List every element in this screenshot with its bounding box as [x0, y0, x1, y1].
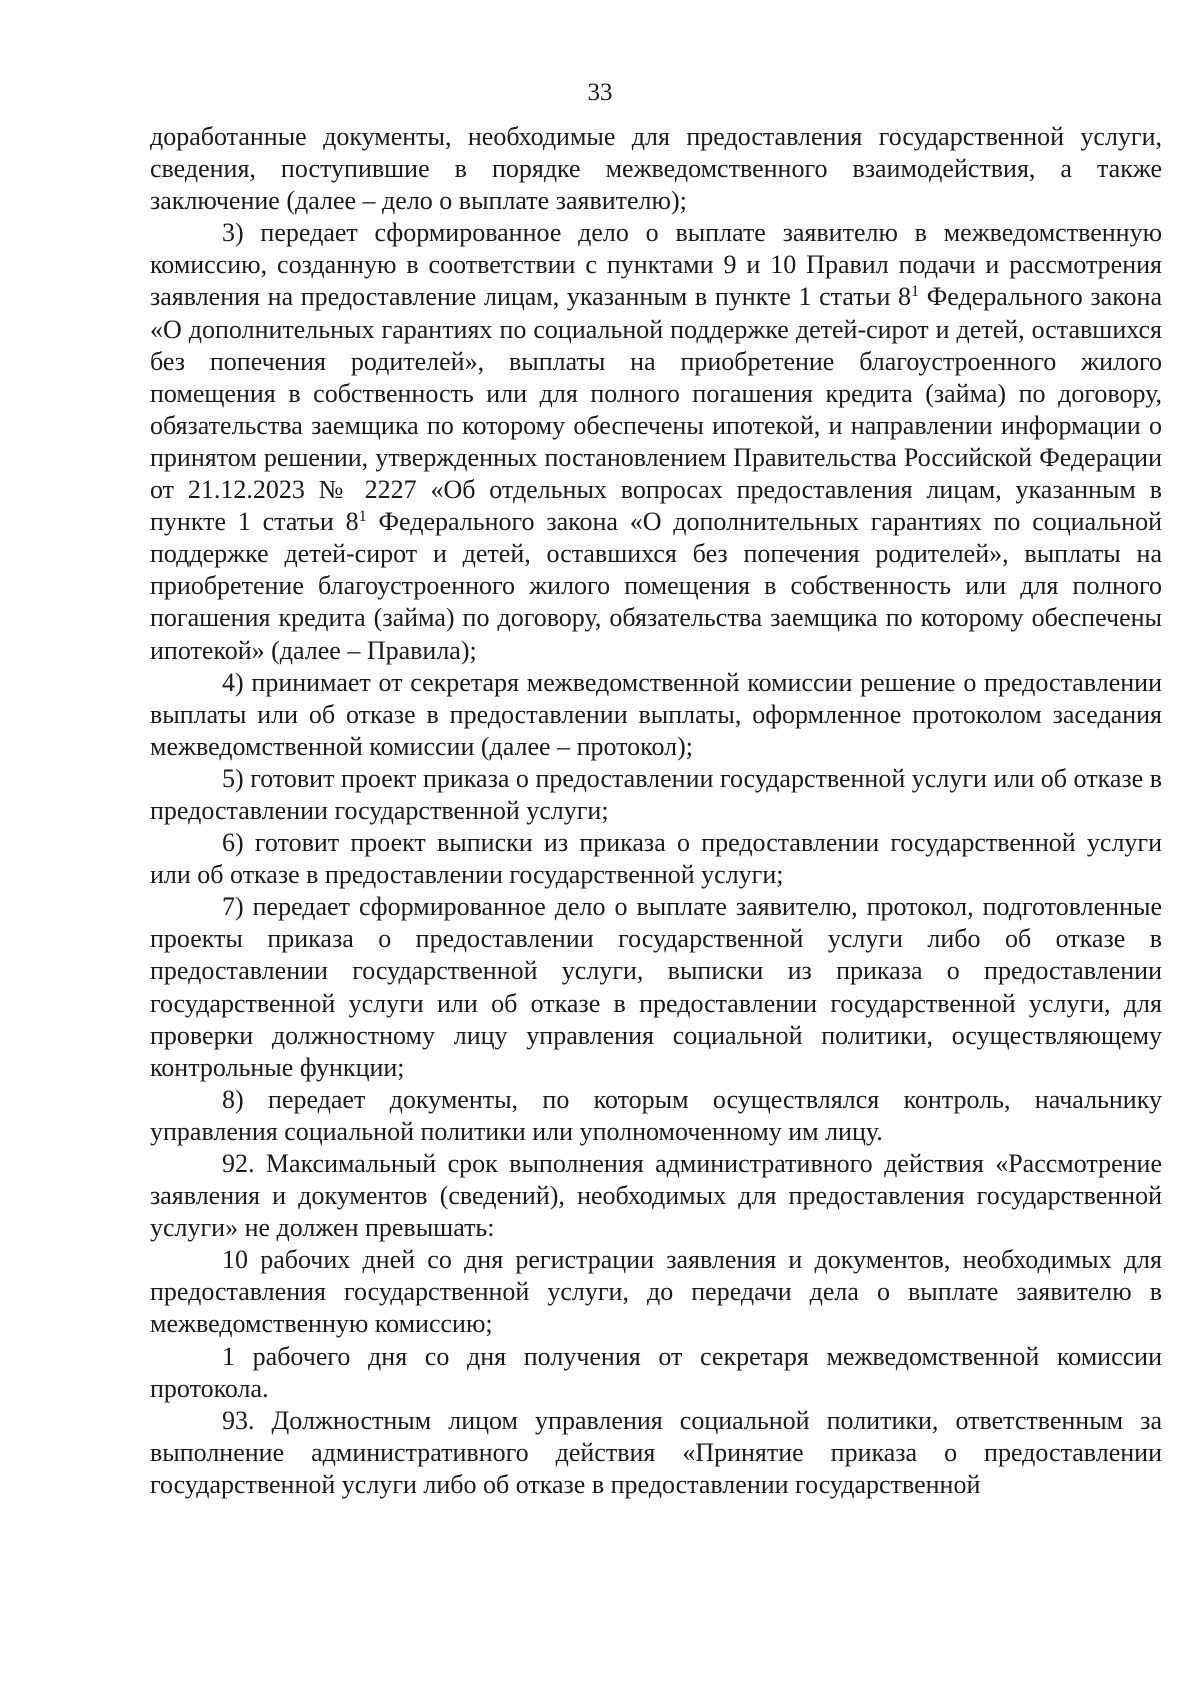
paragraph-continuation: доработанные документы, необходимые для предоставления государственной услуги, сведения, поступившие в порядке межведомственного взаимодействия, а также заключение (далее – дело о выплате заявителю); [150, 122, 1162, 216]
item-3-text-part-1: 3) передает сформированное дело о выплате заявителю в межведомственную комиссию, созданную в соответствии с пунктами 9 и 10 Правил подачи и рассмотрения заявления на предоставление лицам, указанным в пункте 1 статьи 8 [150, 218, 1162, 312]
document-body [150, 121, 1162, 1501]
paragraph-item-6: 6) готовит проект выписки из приказа о предоставлении государственной услуги или об отказе в предоставлении государственной услуги; [150, 828, 1162, 890]
superscript-2: 1 [358, 508, 367, 526]
item-3-text-part-2: Федерального закона «О дополнительных гарантиях по социальной поддержке детей-сирот и детей, оставшихся без попечения родителей», выплаты на приобретение благоустроенного жилого помещения в собственность или для полного погашения кредита (займа) по договору, обязательства заемщика по которому обеспечены ипотекой, и направлении информации о принятом решении, утвержденных постановлением Правительства Российской Федерации от 21.12.2023 № 2227 «Об отдельных вопросах предоставления лицам, указанным в пункте 1 статьи 8 [150, 282, 1162, 537]
paragraph-clause-92: 92. Максимальный срок выполнения административного действия «Рассмотрение заявления и документов (сведений), необходимых для предоставления государственной услуги» не должен превышать: [150, 1149, 1162, 1243]
paragraph-item-5: 5) готовит проект приказа о предоставлении государственной услуги или об отказе в предоставлении государственной услуги; [150, 763, 1162, 825]
item-3-text-part-3: Федерального закона «О дополнительных гарантиях по социальной поддержке детей-сирот и детей, оставшихся без попечения родителей», выплаты на приобретение благоустроенного жилого помещения в собственность или для полного погашения кредита (займа) по договору, обязательства заемщика по которому обеспечены ипотекой» (далее – Правила); [150, 507, 1162, 665]
paragraph-deadline-1-day: 1 рабочего дня со дня получения от секретаря межведомственной комиссии протокола. [150, 1341, 1162, 1403]
paragraph-item-3 [150, 217, 1162, 666]
paragraph-deadline-10-days: 10 рабочих дней со дня регистрации заявления и документов, необходимых для предоставления государственной услуги, до передачи дела о выплате заявителю в межведомственную комиссию; [150, 1245, 1162, 1339]
paragraph-item-8: 8) передает документы, по которым осуществлялся контроль, начальнику управления социальной политики или уполномоченному им лицу. [150, 1084, 1162, 1146]
paragraph-item-4: 4) принимает от секретаря межведомственной комиссии решение о предоставлении выплаты или об отказе в предоставлении выплаты, оформленное протоколом заседания межведомственной комиссии (далее – протокол); [150, 667, 1162, 761]
superscript-1: 1 [911, 283, 920, 301]
page-number: 33 [587, 79, 613, 106]
paragraph-clause-93: 93. Должностным лицом управления социальной политики, ответственным за выполнение административного действия «Принятие приказа о предоставлении государственной услуги либо об отказе в предоставлении государственной [150, 1405, 1162, 1499]
paragraph-item-7: 7) передает сформированное дело о выплате заявителю, протокол, подготовленные проекты приказа о предоставлении государственной услуги либо об отказе в предоставлении государственной услуги, выписки из приказа о предоставлении государственной услуги или об отказе в предоставлении государственной услуги, для проверки должностному лицу управления социальной политики, осуществляющему контрольные функции; [150, 892, 1162, 1082]
